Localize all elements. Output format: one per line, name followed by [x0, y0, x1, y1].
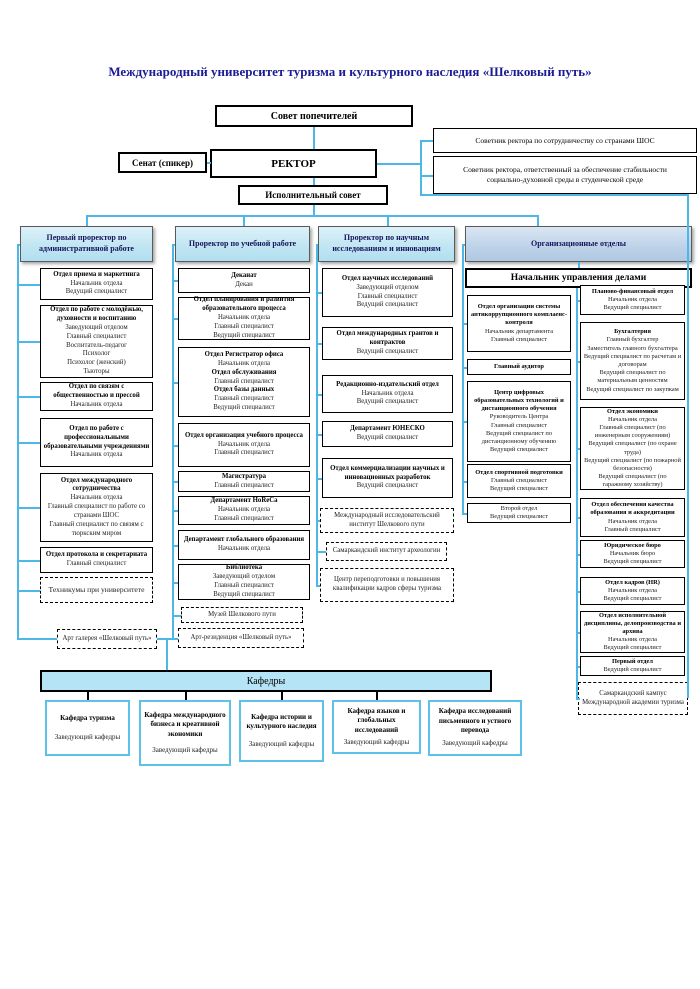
- box-line: Тьюторы: [83, 367, 110, 375]
- connector-line: [185, 692, 187, 700]
- box-line: Отдел по связям с общественностью и прессой: [53, 383, 140, 400]
- box-line: Отдел обеспечения качества образования и аккредитации: [590, 501, 675, 517]
- box-line: Отдел экономики: [607, 407, 658, 415]
- box-line: Ведущий специалист (по пожарной безопасности): [584, 456, 681, 472]
- box-line: Департамент HoReCa: [210, 497, 278, 505]
- box-line: Главный специалист: [214, 377, 274, 385]
- box-line: Ведущий специалист: [356, 398, 419, 406]
- box-line: Заведующий кафедры: [54, 732, 121, 741]
- connector-line: [462, 513, 467, 515]
- box-editorial-publishing: [322, 375, 453, 413]
- connector-line: [316, 585, 320, 587]
- box-line: Отдел международных грантов и контрактов: [336, 330, 439, 347]
- box-line: Главный специалист: [214, 322, 274, 330]
- box-anticorruption-compliance: [467, 295, 571, 352]
- box-line: Отдел международного сотрудничества: [60, 476, 133, 493]
- box-line: Главный специалист: [66, 560, 127, 567]
- box-line: Заведующий кафедры: [343, 737, 410, 746]
- box-line: Библиотека: [225, 564, 263, 572]
- box-samarkand-campus: [578, 682, 688, 715]
- box-line: Ведущий специалист по закупкам: [586, 385, 679, 393]
- connector-line: [172, 582, 178, 584]
- box-line: Главный специалист: [214, 514, 274, 522]
- box-line: Психолог (женский): [67, 359, 126, 367]
- connector-line: [207, 162, 211, 164]
- box-line: Редакционно-издательский отдел: [336, 380, 439, 388]
- box-line: Начальник отдела: [218, 545, 270, 552]
- box-international-cooperation: [40, 473, 153, 542]
- box-line: Международный исследовательский институт Шелкового пути: [334, 511, 440, 528]
- connector-line: [172, 280, 178, 282]
- box-line: Начальник департамента: [484, 327, 554, 335]
- box-line: Ведущий специалист: [490, 446, 548, 454]
- box-magistratura: [178, 471, 310, 492]
- connector-line: [172, 545, 178, 547]
- box-chief-auditor: [467, 359, 571, 375]
- box-admissions-marketing: [40, 268, 153, 300]
- box-dean-office: [178, 268, 310, 293]
- box-line: Главный бухгалтер: [606, 336, 659, 344]
- box-line: Заведующий кафедры: [248, 740, 315, 748]
- connector-line: [687, 194, 689, 698]
- box-line: Руководитель Центра: [489, 413, 549, 421]
- head-of-admin-box: Начальник управления делами: [465, 268, 692, 288]
- box-kafedra-languages: [332, 700, 421, 754]
- header-organizational-departments: Организационные отделы: [465, 226, 692, 262]
- box-line: Заведующий отделом: [356, 283, 419, 291]
- connector-line: [462, 481, 467, 483]
- box-line: Начальник отдела: [608, 636, 657, 644]
- box-line: Начальник отдела: [70, 451, 123, 459]
- box-global-education: [178, 530, 310, 560]
- box-horeca-department: [178, 496, 310, 525]
- connector-line: [316, 434, 322, 436]
- box-line: Ведущий специалист: [603, 644, 662, 652]
- box-silk-road-museum: [181, 607, 303, 623]
- connector-line: [420, 140, 433, 142]
- box-line: Ведущий специалист: [213, 404, 275, 412]
- connector-line: [172, 382, 178, 384]
- box-line: Воспитатель-педагог: [66, 341, 127, 349]
- box-line: Первый отдел: [612, 657, 653, 665]
- box-line: Юридическое бюро: [604, 541, 661, 549]
- box-line: Главный специалист (по инженерным сооружениям): [594, 423, 671, 440]
- box-line: Отдел по работе с молодёжью, духовности и воспитанию: [50, 306, 143, 323]
- box-first-department: [580, 656, 685, 676]
- connector-line: [172, 481, 178, 483]
- box-line: Ведущий специалист: [65, 288, 128, 296]
- connector-line: [462, 367, 467, 369]
- box-line: Декан: [235, 280, 253, 288]
- box-line: Заведующий кафедры: [152, 745, 218, 754]
- connector-line: [166, 638, 178, 640]
- connector-line: [172, 318, 178, 320]
- connector-line: [172, 510, 178, 512]
- connector-line: [316, 478, 322, 480]
- box-art-gallery: [57, 629, 157, 649]
- connector-line: [17, 560, 40, 562]
- box-line: Второй отдел: [500, 504, 538, 512]
- box-digital-education-center: [467, 381, 571, 462]
- box-line: Отдел коммерциализации научных и инновационных разработок: [330, 464, 445, 481]
- box-line: Главный специалист: [490, 335, 548, 343]
- box-line: Ведущий специалист (по охране труда): [588, 440, 677, 456]
- box-international-grants: [322, 327, 453, 360]
- header-vice-rector-research: Проректор по научным исследованиям и инновациям: [318, 226, 455, 262]
- connector-line: [576, 632, 580, 634]
- connector-line: [420, 175, 433, 177]
- box-line: Ведущий специалист: [603, 595, 662, 603]
- box-commercialization: [322, 458, 453, 498]
- box-line: Центр переподготовки и повышения квалификации кадров сферы туризма: [332, 576, 442, 592]
- executive-council-box: Исполнительный совет: [238, 185, 388, 205]
- connector-line: [17, 507, 40, 509]
- box-line: Отдел по работе с профессиональными образовательными учреждениями: [43, 424, 150, 450]
- box-line: Ведущий специалист: [603, 666, 662, 673]
- box-hr-department: [580, 577, 685, 605]
- connector-line: [462, 244, 465, 246]
- connector-line: [17, 244, 20, 246]
- box-registrar-office: [178, 347, 310, 417]
- box-tourism-retraining-center: [320, 568, 454, 602]
- box-line: Кафедра исследований письменного и устного перевода: [438, 707, 512, 735]
- box-kafedra-tourism: [45, 700, 130, 756]
- box-line: Главный специалист: [604, 525, 661, 533]
- box-line: Ведущий специалист: [213, 590, 275, 598]
- box-line: Заведующий отделом: [212, 573, 276, 581]
- box-line: Ведущий специалист: [213, 331, 275, 339]
- connector-line: [420, 194, 688, 196]
- connector-line: [576, 288, 578, 698]
- kafedry-bar: Кафедры: [40, 670, 492, 692]
- box-line: Главный специалист: [214, 395, 274, 403]
- connector-line: [537, 215, 539, 226]
- connector-line: [316, 244, 318, 585]
- box-line: Ведущий специалист: [490, 513, 548, 520]
- box-line: Ведущий специалист по дистанционному обучению: [481, 429, 557, 445]
- box-line: Отдел планирования и развития образовательного процесса: [193, 296, 295, 313]
- box-line: Начальник отдела: [361, 389, 414, 397]
- connector-line: [313, 178, 315, 185]
- box-line: Ведущий специалист: [356, 434, 419, 441]
- box-line: Главный специалист: [214, 582, 274, 589]
- box-line: Ведущий специалист: [490, 485, 548, 493]
- box-line: Магистратура: [221, 472, 267, 480]
- connector-line: [172, 244, 175, 246]
- box-line: Ведущий специалист: [356, 482, 419, 490]
- connector-line: [87, 692, 89, 700]
- box-line: Отдел приема и маркетинга: [53, 270, 140, 278]
- box-line: Начальник отдела: [608, 517, 657, 525]
- box-second-department: [467, 503, 571, 523]
- box-line: Начальник отдела: [70, 494, 123, 502]
- connector-line: [243, 215, 245, 226]
- box-line: Ведущий специалист по расчетам и договорам: [583, 352, 682, 368]
- connector-line: [316, 244, 318, 246]
- box-technical-colleges: [40, 577, 153, 603]
- connector-line: [86, 215, 538, 217]
- connector-line: [172, 244, 174, 638]
- box-public-relations: [40, 382, 153, 411]
- box-line: Бухгалтерия: [614, 328, 651, 336]
- box-line: Главный специалист: [214, 481, 274, 489]
- box-line: Главный специалист: [66, 332, 127, 340]
- connector-line: [17, 341, 40, 343]
- connector-line: [576, 591, 580, 593]
- connector-line: [17, 442, 40, 444]
- box-line: Арт галерея «Шелковый путь»: [62, 634, 152, 642]
- advisor-social-box: Советник ректора, ответственный за обеспечение стабильности социально-духовной среды в студенческой среде: [433, 156, 697, 194]
- connector-line: [17, 284, 40, 286]
- box-accounting: [580, 322, 685, 400]
- box-professional-education: [40, 418, 153, 467]
- box-line: Музей Шелкового пути: [208, 610, 276, 618]
- box-line: Самаркандский институт археологии: [332, 547, 441, 555]
- header-vice-rector-academic: Проректор по учебной работе: [175, 226, 310, 262]
- box-line: Ведущий специалист: [603, 558, 662, 566]
- connector-line: [316, 520, 320, 522]
- box-line: Кафедра истории и культурного наследия: [246, 712, 317, 730]
- box-line: Ведущий специалист: [603, 304, 662, 312]
- box-line: Начальник отдела: [70, 400, 123, 408]
- box-line: Ведущий специалист: [356, 347, 419, 355]
- connector-line: [17, 590, 40, 592]
- box-line: Планово-финансовый отдел: [591, 287, 674, 295]
- connector-line: [387, 215, 389, 226]
- connector-line: [157, 638, 166, 640]
- connector-line: [316, 551, 326, 553]
- box-line: Отдел базы данных: [213, 386, 275, 394]
- box-line: Начальник отдела: [218, 506, 270, 514]
- connector-line: [576, 698, 580, 700]
- box-library: [178, 564, 310, 600]
- box-art-residence: [178, 628, 304, 648]
- connector-line: [576, 361, 580, 363]
- box-line: Главный специалист: [214, 449, 274, 457]
- box-line: Отдел организация учебного процесса: [185, 431, 303, 439]
- box-line: Кафедра туризма: [60, 713, 115, 722]
- connector-line: [462, 421, 467, 423]
- box-line: Отдел протокола и секретариата: [45, 551, 148, 559]
- box-line: Кафедра международного бизнеса и креативной экономики: [144, 710, 226, 738]
- box-education-process-org: [178, 423, 310, 467]
- connector-line: [17, 638, 57, 640]
- box-line: Главный специалист: [490, 476, 548, 484]
- box-line: Начальник отдела: [218, 359, 270, 367]
- box-line: Самаркандский кампус Международной академии туризма: [582, 689, 684, 706]
- box-line: Начальник отдела: [608, 415, 657, 423]
- box-planning-finance: [580, 285, 685, 315]
- connector-line: [313, 205, 315, 215]
- box-executive-discipline: [580, 611, 685, 653]
- box-line: Главный специалист по связям с тюркским миром: [49, 520, 144, 537]
- box-kafedra-translation: [428, 700, 522, 756]
- box-line: Главный специалист: [490, 421, 548, 429]
- connector-line: [316, 343, 322, 345]
- box-line: Заведующий кафедры: [442, 739, 508, 748]
- box-line: Начальник отдела: [608, 295, 657, 303]
- box-line: Департамент ЮНЕСКО: [350, 425, 425, 433]
- box-line: Ведущий специалист по материальным ценностям: [597, 369, 668, 385]
- box-unesco-department: [322, 421, 453, 447]
- box-line: Главный аудитор: [494, 362, 544, 370]
- box-line: Ведущий специалист (по гаражному хозяйству): [598, 473, 667, 489]
- box-line: Заведующий отделом: [65, 323, 128, 331]
- box-line: Отдел организации системы антикоррупционного комплаенс-контроля: [470, 303, 568, 327]
- rector-box: РЕКТОР: [210, 149, 377, 178]
- connector-line: [172, 445, 178, 447]
- box-line: Центр цифровых образовательных технологий и дистанционного обучения: [474, 388, 564, 413]
- box-line: Психолог: [82, 350, 111, 358]
- box-education-quality: [580, 498, 685, 537]
- box-line: Арт-резиденция «Шелковый путь»: [190, 633, 292, 641]
- box-line: Заместитель главного бухгалтера: [587, 344, 678, 352]
- box-line: Отдел обслуживания: [211, 368, 277, 376]
- box-line: Кафедра языков и глобальных исследований: [347, 706, 406, 734]
- board-of-trustees-box: Совет попечителей: [215, 105, 413, 127]
- box-line: Главный специалист: [357, 292, 418, 300]
- box-line: Техникумы при университете: [48, 585, 145, 595]
- box-line: Отдел Регистратор офиса: [204, 351, 284, 359]
- box-protocol-secretariat: [40, 547, 153, 573]
- connector-line: [316, 394, 322, 396]
- connector-line: [313, 127, 315, 149]
- connector-line: [576, 666, 580, 668]
- box-line: Деканат: [231, 271, 257, 279]
- box-line: Начальник бюро: [609, 549, 656, 557]
- connector-line: [281, 692, 283, 700]
- box-line: Главный специалист по работе со странами ШОС: [47, 503, 146, 519]
- box-line: Начальник отдела: [218, 440, 270, 448]
- connector-line: [462, 244, 464, 513]
- box-line: Отдел исполнительной дисциплины, делопроизводства и архива: [583, 611, 682, 635]
- box-sports-training: [467, 464, 571, 498]
- connector-line: [462, 323, 467, 325]
- connector-line: [576, 554, 580, 556]
- advisor-sco-box: Советник ректора по сотрудничеству со странами ШОС: [433, 128, 697, 153]
- connector-line: [316, 292, 322, 294]
- box-kafedra-history-heritage: [239, 700, 324, 762]
- box-silk-road-research-institute: [320, 508, 454, 533]
- page-title: Международный университет туризма и культурного наследия «Шелковый путь»: [108, 64, 592, 79]
- box-line: Отдел спортивной подготовки: [475, 468, 563, 476]
- connector-line: [576, 300, 580, 302]
- senate-box: Сенат (спикер): [118, 152, 207, 173]
- box-economics: [580, 407, 685, 490]
- box-line: Начальник отдела: [608, 586, 657, 594]
- box-line: Начальник отдела: [70, 279, 123, 287]
- connector-line: [376, 692, 378, 700]
- connector-line: [576, 517, 580, 519]
- box-line: Начальник отдела: [218, 314, 270, 322]
- box-line: Отдел научных исследований: [341, 274, 434, 282]
- connector-line: [172, 615, 181, 617]
- connector-line: [17, 396, 40, 398]
- box-samarkand-archeology-institute: [326, 542, 447, 561]
- box-legal-bureau: [580, 540, 685, 568]
- box-line: Департамент глобального образования: [183, 536, 305, 544]
- box-line: Отдел кадров (HR): [605, 578, 660, 586]
- connector-line: [420, 140, 422, 195]
- box-youth-affairs: [40, 305, 153, 378]
- box-scientific-research: [322, 268, 453, 317]
- connector-line: [86, 215, 88, 226]
- header-first-vice-rector-admin: Первый проректор по административной работе: [20, 226, 153, 262]
- connector-line: [166, 638, 168, 670]
- box-education-planning: [178, 297, 310, 340]
- connector-line: [578, 262, 580, 268]
- connector-line: [576, 448, 580, 450]
- connector-line: [377, 163, 420, 165]
- box-kafedra-international-business: [139, 700, 231, 766]
- box-line: Ведущий специалист: [356, 301, 419, 309]
